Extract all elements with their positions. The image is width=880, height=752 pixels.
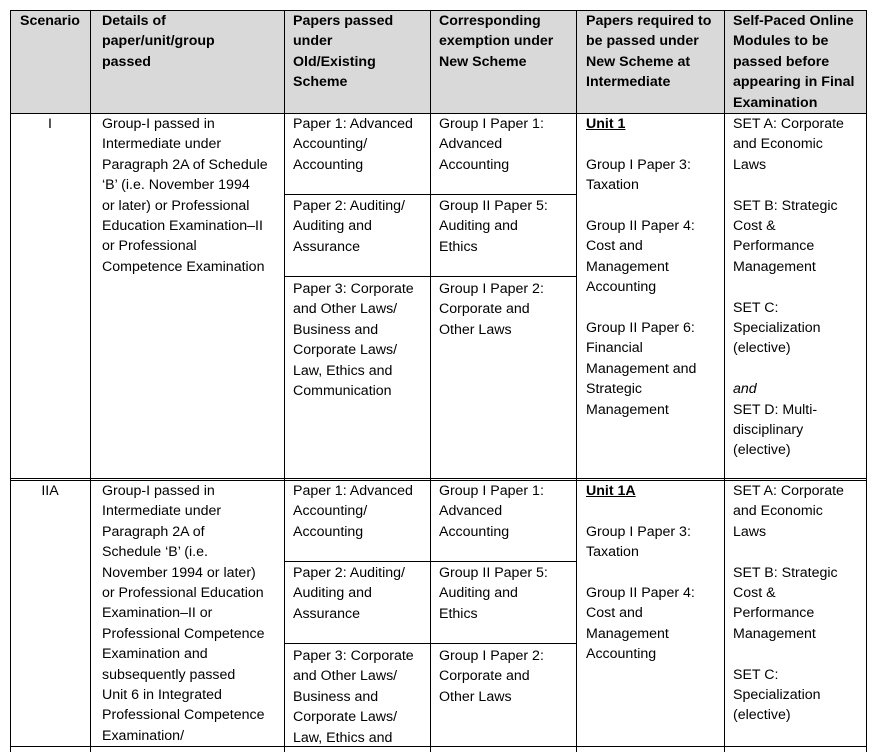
- row1-details: Group-I passed in Intermediate under Paragraph 2A of Schedule ‘B’ (i.e. November 1994 or later) or Professional Education Examination–II or Professional Competence Examination: [102, 116, 268, 275]
- row2-exemption-2: Group II Paper 5: Auditing and Ethics: [439, 565, 548, 622]
- row2-old-paper-2: Paper 2: Auditing/ Auditing and Assurance: [293, 565, 406, 622]
- row2-details: Group-I passed in Intermediate under Paragraph 2A of Schedule ‘B’ (i.e. November 1994 or later) or Professional Education Examination–II or Professional Competence Examination and subsequently passed Unit 6 in Integrated Professional Competence Examination/: [102, 483, 265, 744]
- row1-required-2: Group II Paper 4: Cost and Management Accounting: [586, 218, 695, 296]
- row1-scenario: I: [48, 116, 52, 132]
- row2-module-b: SET B: Strategic Cost & Performance Management: [733, 564, 838, 642]
- header-scenario: Scenario: [20, 13, 80, 29]
- header-modules: Self-Paced Online Modules to be passed before appearing in Final Examination: [733, 13, 855, 111]
- header-required: Papers required to be passed under New Scheme at Intermediate: [586, 13, 712, 91]
- row1-exemption-1: Group I Paper 1: Advanced Accounting: [439, 116, 544, 173]
- row1-old-paper-1: Paper 1: Advanced Accounting/ Accounting: [293, 116, 413, 173]
- header-exemption: Corresponding exemption under New Scheme: [439, 13, 554, 70]
- row1-unit-label: Unit 1: [586, 116, 626, 132]
- row2-exemption-1: Group I Paper 1: Advanced Accounting: [439, 483, 544, 540]
- row1-module-b: SET B: Strategic Cost & Performance Management: [733, 197, 838, 275]
- row1-exemption-2: Group II Paper 5: Auditing and Ethics: [439, 198, 548, 255]
- row2-scenario: IIA: [41, 483, 59, 499]
- row1-modules: [733, 114, 869, 461]
- row1-and-label: and: [733, 381, 757, 398]
- row1-module-c: SET C: Specialization (elective): [733, 299, 821, 357]
- header-details: Details of paper/unit/group passed: [102, 13, 215, 70]
- row2-required-1: Group I Paper 3: Taxation: [586, 523, 691, 561]
- row1-module-d: SET D: Multi- disciplinary (elective): [733, 401, 818, 459]
- row1-required-1: Group I Paper 3: Taxation: [586, 156, 691, 194]
- row2-required: [586, 481, 722, 665]
- row2-module-a: SET A: Corporate and Economic Laws: [733, 483, 844, 540]
- row2-exemption-3: Group I Paper 2: Corporate and Other Laws: [439, 648, 544, 705]
- row1-required: [586, 114, 722, 420]
- row2-old-paper-3: Paper 3: Corporate and Other Laws/ Business and Corporate Laws/ Law, Ethics and: [293, 648, 414, 746]
- row2-old-paper-1: Paper 1: Advanced Accounting/ Accounting: [293, 483, 413, 540]
- row1-module-a: SET A: Corporate and Economic Laws: [733, 116, 844, 173]
- row2-modules: [733, 481, 869, 726]
- row1-required-3: Group II Paper 6: Financial Management and Strategic Management: [586, 320, 697, 418]
- row1-old-paper-2: Paper 2: Auditing/ Auditing and Assurance: [293, 198, 406, 255]
- row1-exemption-3: Group I Paper 2: Corporate and Other Laws: [439, 281, 544, 338]
- row1-old-paper-3: Paper 3: Corporate and Other Laws/ Business and Corporate Laws/ Law, Ethics and Communication: [293, 281, 414, 400]
- row2-required-2: Group II Paper 4: Cost and Management Accounting: [586, 585, 695, 663]
- header-old-papers: Papers passed under Old/Existing Scheme: [293, 13, 394, 91]
- row2-unit-label: Unit 1A: [586, 483, 636, 499]
- row2-module-c: SET C: Specialization (elective): [733, 666, 821, 724]
